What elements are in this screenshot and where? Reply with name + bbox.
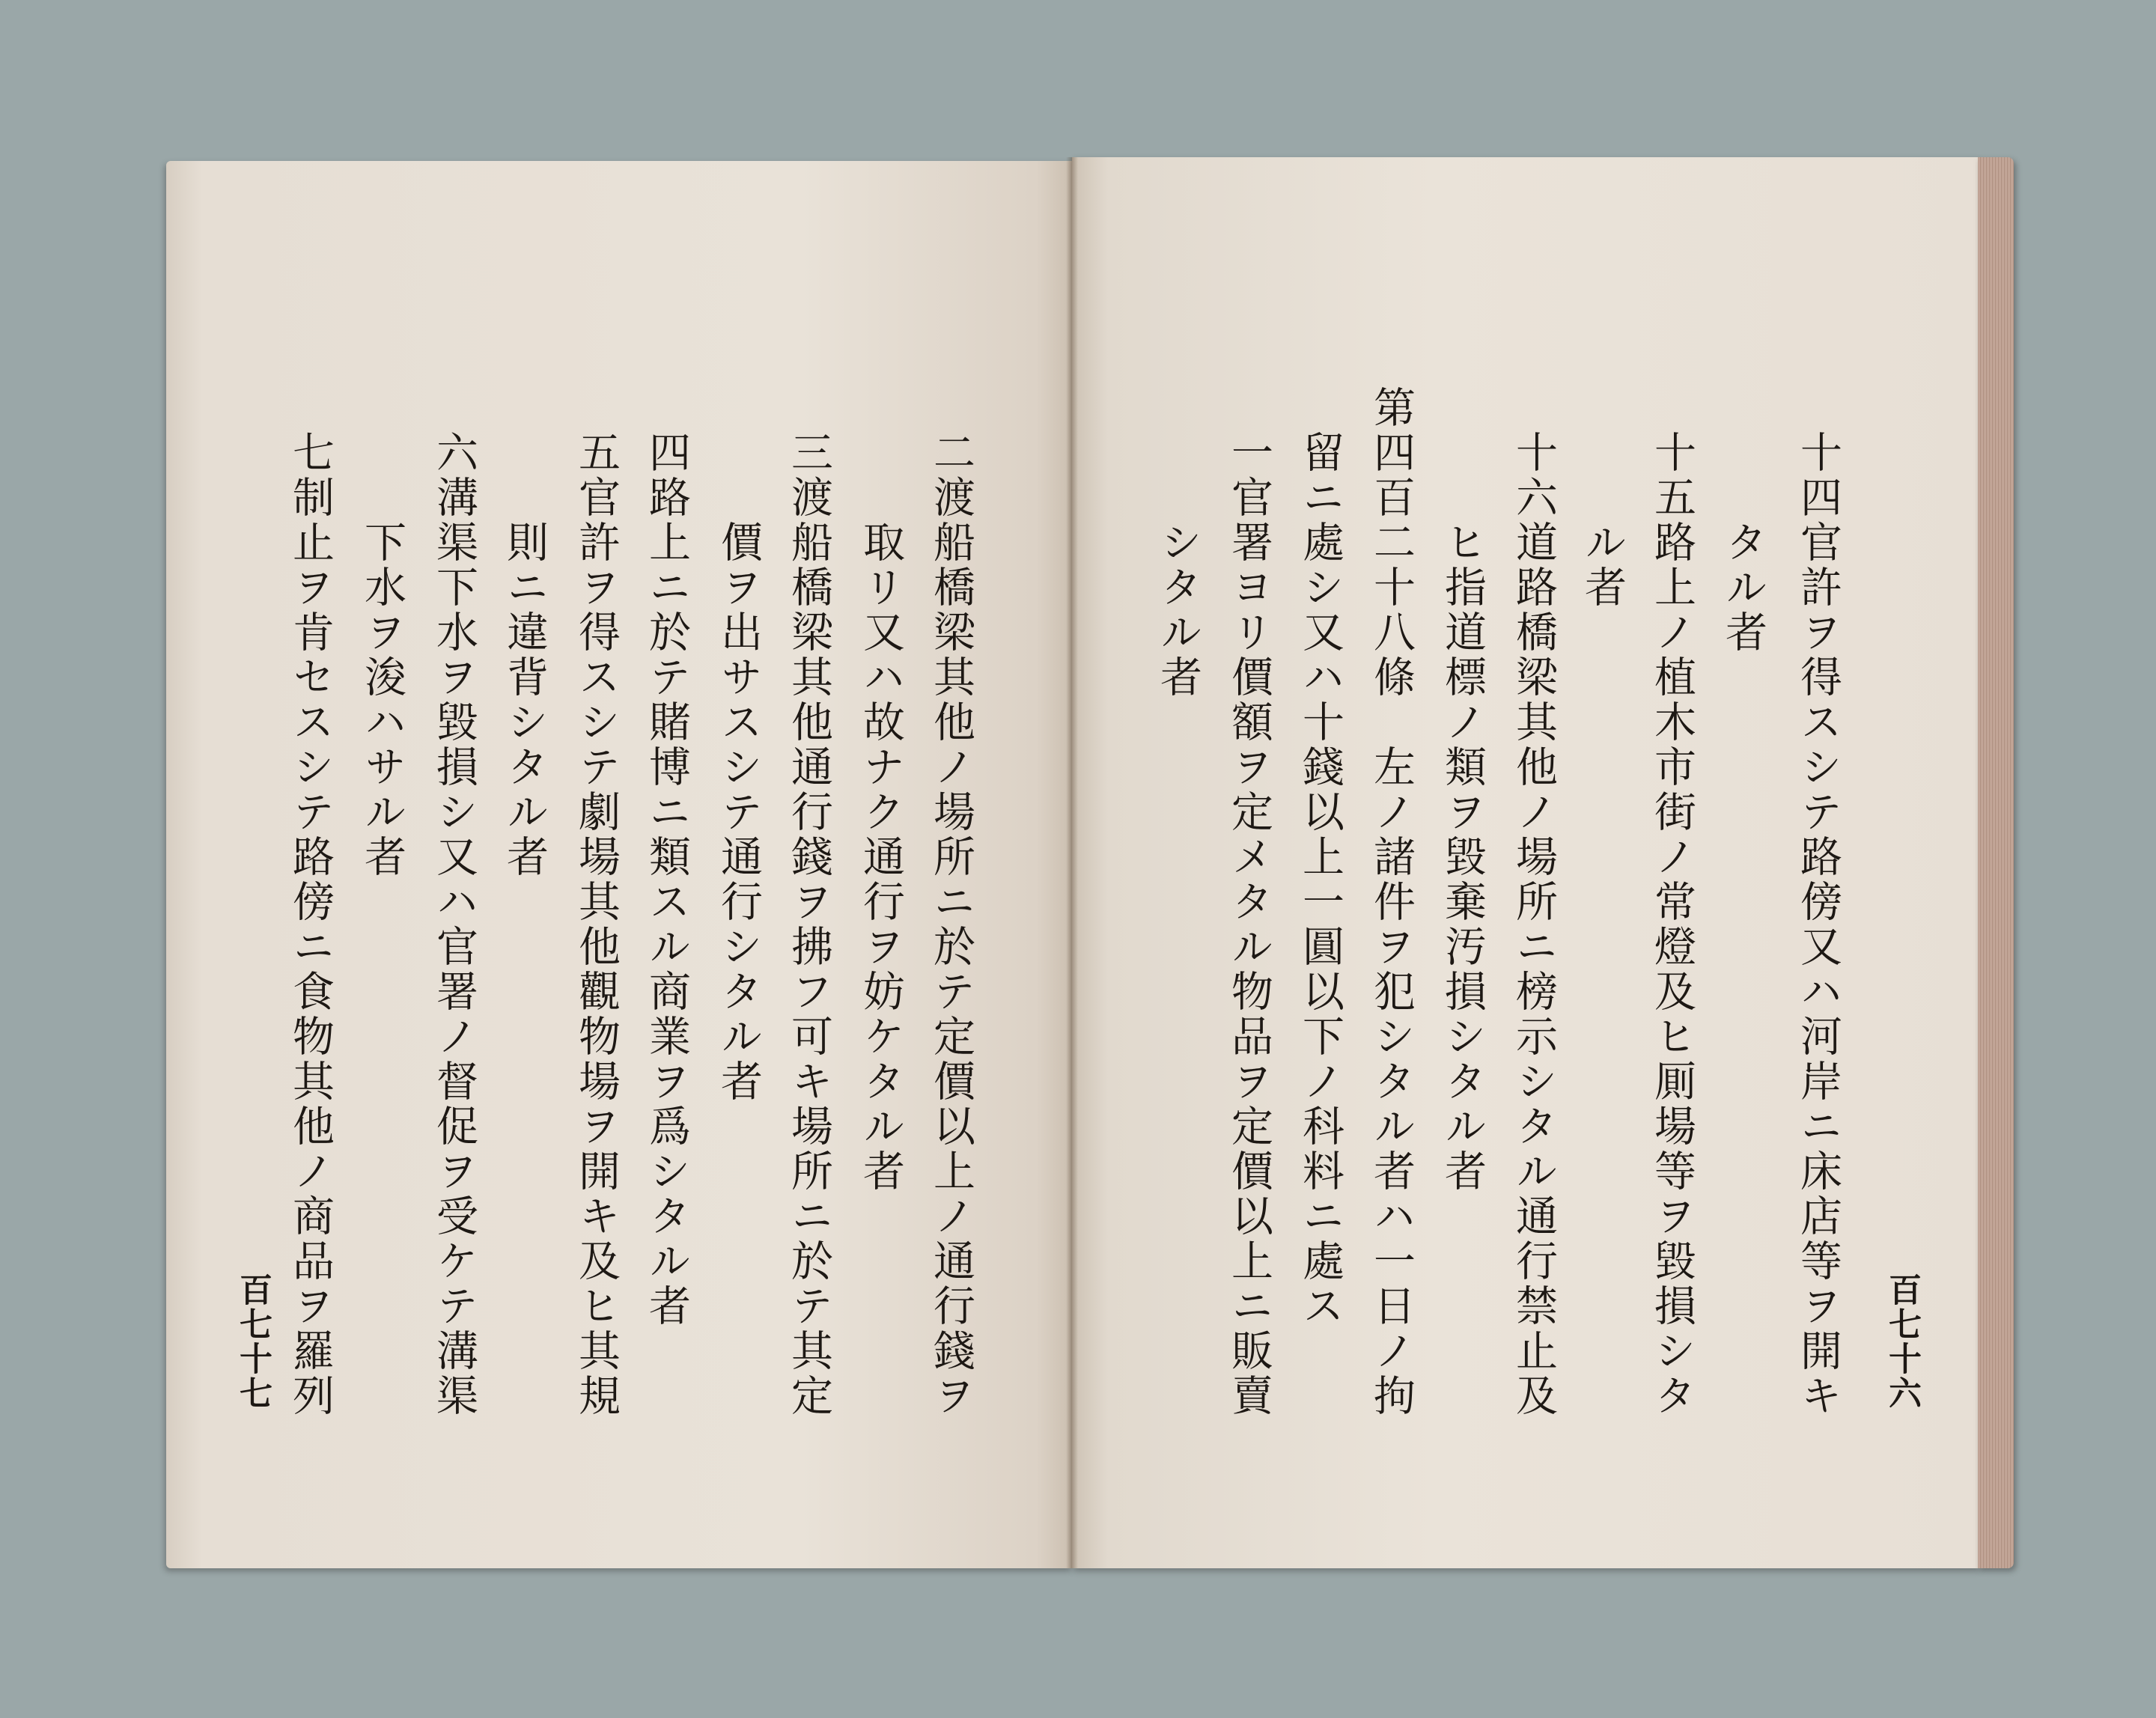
text-column: 留ニ處シ又ハ十錢以上一圓以下ノ科料ニ處ス — [1296, 430, 1345, 1329]
text-column: 十五路上ノ植木市街ノ常燈及ヒ厠場等ヲ毀損シタ — [1648, 430, 1696, 1419]
text-column: 十四官許ヲ得スシテ路傍又ハ河岸ニ床店等ヲ開キ — [1794, 430, 1842, 1419]
text-column: ヒ指道標ノ類ヲ毀棄汚損シタル者 — [1438, 520, 1487, 1194]
text-column: 下水ヲ浚ハサル者 — [358, 520, 406, 880]
text-column: 十六道路橋梁其他ノ場所ニ榜示シタル通行禁止及 — [1509, 430, 1558, 1419]
text-column: 一官署ヨリ價額ヲ定メタル物品ヲ定價以上ニ販賣 — [1225, 430, 1273, 1419]
text-column: 價ヲ出サスシテ通行シタル者 — [714, 520, 763, 1104]
page-number: 百七十六 — [1883, 1273, 1921, 1410]
text-column: 三渡船橋梁其他通行錢ヲ拂フ可キ場所ニ於テ其定 — [785, 430, 833, 1419]
text-column: 取リ又ハ故ナク通行ヲ妨ケタル者 — [856, 520, 905, 1194]
text-column: シタル者 — [1154, 520, 1202, 700]
text-column: 第四百二十八條 左ノ諸件ヲ犯シタル者ハ一日ノ拘 — [1367, 386, 1416, 1419]
text-column: 六溝渠下水ヲ毀損シ又ハ官署ノ督促ヲ受ケテ溝渠 — [430, 430, 478, 1419]
page-number: 百七十七 — [234, 1273, 272, 1410]
text-column: 則ニ違背シタル者 — [500, 520, 549, 880]
text-column: タル者 — [1719, 520, 1767, 655]
book-gutter — [1066, 157, 1078, 1568]
text-column: 五官許ヲ得スシテ劇場其他觀物場ヲ開キ及ヒ其規 — [572, 430, 621, 1419]
text-column: 二渡船橋梁其他ノ場所ニ於テ定價以上ノ通行錢ヲ — [927, 430, 975, 1419]
text-column: ル者 — [1578, 520, 1627, 610]
text-column: 四路上ニ於テ賭博ニ類スル商業ヲ爲シタル者 — [642, 430, 691, 1329]
text-column: 七制止ヲ肯セスシテ路傍ニ食物其他ノ商品ヲ羅列 — [286, 430, 335, 1419]
page-edges — [1978, 157, 2014, 1568]
